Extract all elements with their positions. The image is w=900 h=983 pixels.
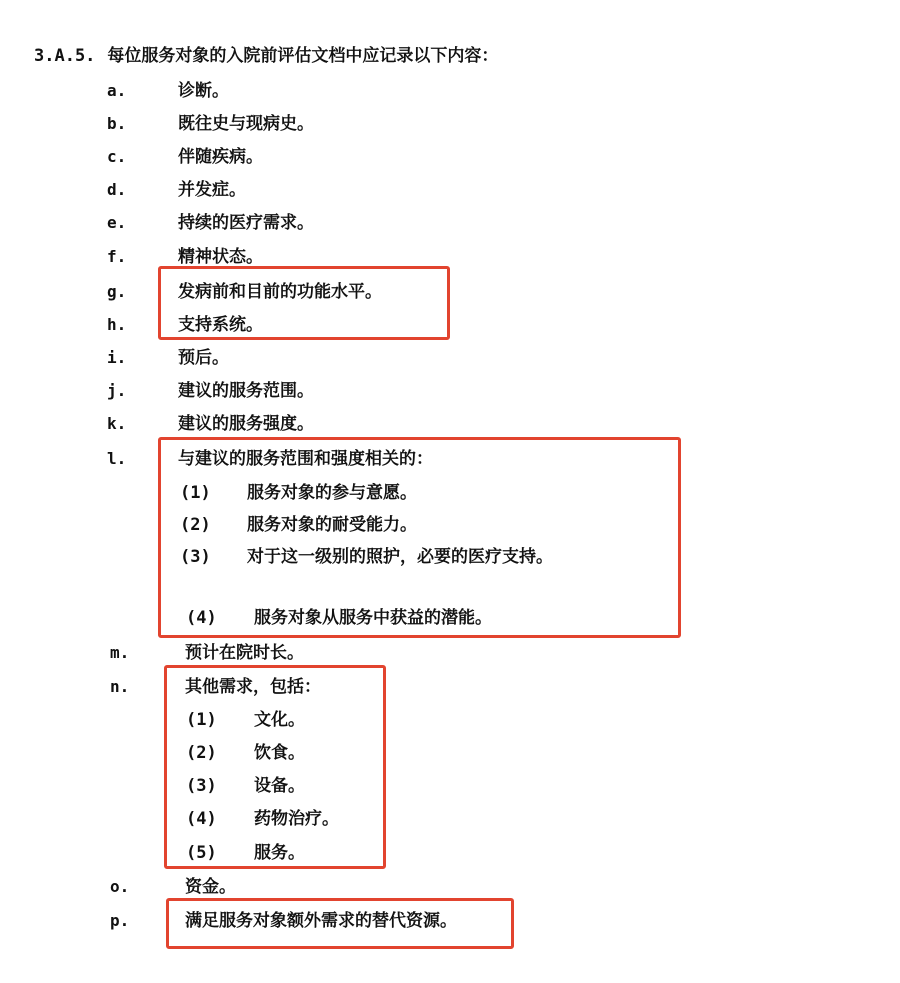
item-text-p: 满足服务对象额外需求的替代资源。 [185,911,457,931]
item-text-k: 建议的服务强度。 [178,414,314,434]
item-text-a: 诊断。 [178,81,229,101]
section-number: 3.A.5. [34,46,96,66]
item-letter-f: f. [107,247,127,266]
item-text-e: 持续的医疗需求。 [178,213,314,233]
highlight-box-p [166,898,514,949]
item-text-n: 其他需求，包括： [185,677,321,697]
item-letter-p: p. [110,911,130,930]
item-letter-l: l. [107,449,127,468]
item-letter-i: i. [107,348,127,367]
section-heading [34,45,498,67]
subitem-num-l2: (2) [180,515,211,535]
item-text-o: 资金。 [185,877,236,897]
item-letter-h: h. [107,315,127,334]
subitem-text-n4: 药物治疗。 [254,809,339,829]
subitem-num-n4: (4) [186,809,217,829]
item-letter-g: g. [107,282,127,301]
subitem-num-l3: (3) [180,547,211,567]
item-letter-k: k. [107,414,127,433]
subitem-text-n5: 服务。 [254,843,305,863]
subitem-num-l1: (1) [180,483,211,503]
subitem-num-n2: (2) [186,743,217,763]
highlight-box-n [164,665,386,869]
subitem-text-n1: 文化。 [254,710,305,730]
item-text-c: 伴随疾病。 [178,147,263,167]
item-letter-c: c. [107,147,127,166]
highlight-box-l [158,437,681,638]
item-letter-n: n. [110,677,130,696]
item-text-g: 发病前和目前的功能水平。 [178,282,382,302]
item-text-m: 预计在院时长。 [185,643,304,663]
subitem-num-l4: (4) [186,608,217,628]
item-letter-d: d. [107,180,127,199]
item-letter-a: a. [107,81,127,100]
item-text-j: 建议的服务范围。 [178,381,314,401]
section-title: 每位服务对象的入院前评估文档中应记录以下内容： [107,46,499,66]
subitem-num-n3: (3) [186,776,217,796]
subitem-text-n3: 设备。 [254,776,305,796]
subitem-text-l2: 服务对象的耐受能力。 [247,515,417,535]
item-text-i: 预后。 [178,348,229,368]
subitem-num-n5: (5) [186,843,217,863]
subitem-text-n2: 饮食。 [254,743,305,763]
item-text-f: 精神状态。 [178,247,263,267]
subitem-text-l4: 服务对象从服务中获益的潜能。 [254,608,492,628]
subitem-text-l1: 服务对象的参与意愿。 [247,483,417,503]
item-text-b: 既往史与现病史。 [178,114,314,134]
item-text-h: 支持系统。 [178,315,263,335]
item-letter-b: b. [107,114,127,133]
item-text-l: 与建议的服务范围和强度相关的： [178,449,433,469]
item-letter-e: e. [107,213,127,232]
item-letter-o: o. [110,877,130,896]
item-letter-j: j. [107,381,127,400]
item-letter-m: m. [110,643,130,662]
subitem-text-l3: 对于这一级别的照护，必要的医疗支持。 [247,547,553,567]
subitem-num-n1: (1) [186,710,217,730]
item-text-d: 并发症。 [178,180,246,200]
highlight-box-g-h [158,266,450,340]
